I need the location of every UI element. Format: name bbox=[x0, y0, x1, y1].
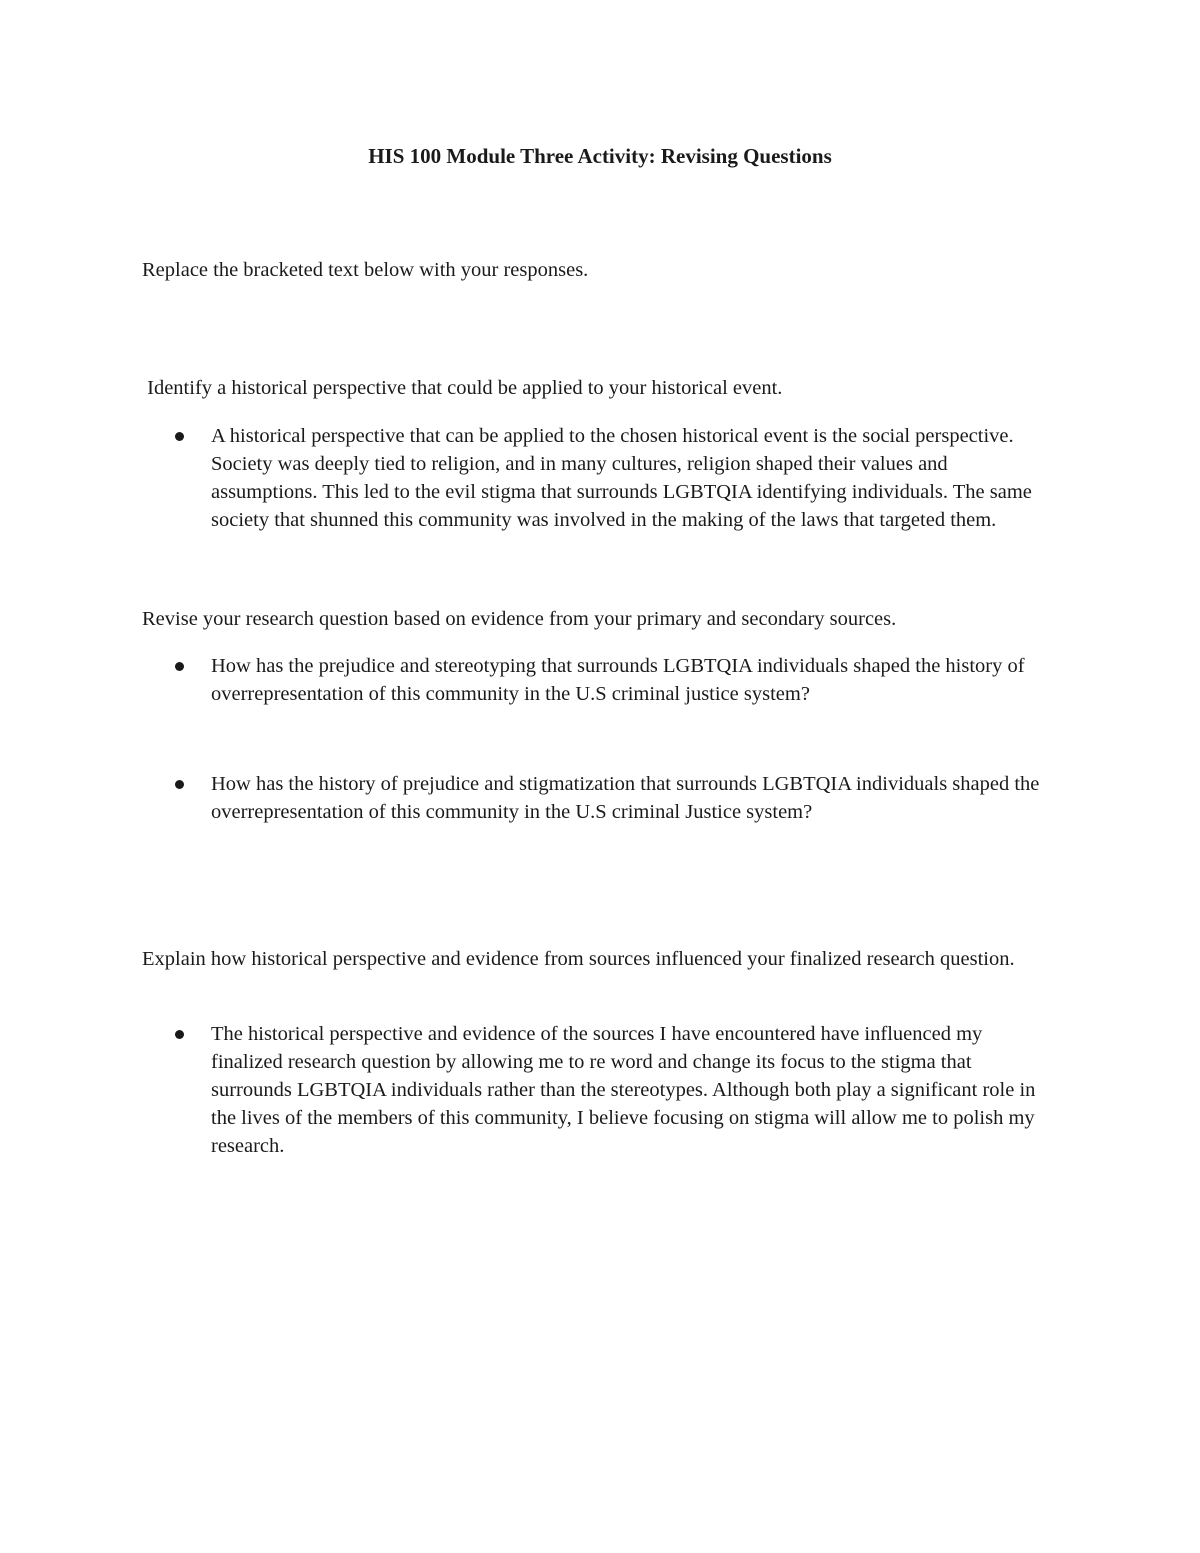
bullet-icon bbox=[175, 780, 184, 789]
bullet-icon bbox=[175, 1030, 184, 1039]
bullet-icon bbox=[175, 662, 184, 671]
section-1-prompt: Identify a historical perspective that could be applied to your historical event. bbox=[142, 377, 783, 399]
section-2-prompt: Revise your research question based on evidence from your primary and secondary sources. bbox=[142, 608, 897, 630]
section-3-bullet-1 bbox=[172, 1020, 1052, 1160]
section-2-bullet-2 bbox=[172, 770, 1052, 826]
bullet-icon bbox=[175, 432, 184, 441]
instruction-text: Replace the bracketed text below with your responses. bbox=[142, 259, 589, 281]
bullet-text: How has the prejudice and stereotyping that surrounds LGBTQIA individuals shaped the history of overrepresentation of this community in the U.S criminal justice system? bbox=[211, 655, 1025, 705]
bullet-text: The historical perspective and evidence of the sources I have encountered have influenced my finalized research question by allowing me to re word and change its focus to the stigma that surrounds LGBTQIA individuals rather than the stereotypes. Although both play a significant role in the lives of the members of this community, I believe focusing on stigma will allow me to polish my research. bbox=[211, 1023, 1036, 1157]
section-2-bullet-1 bbox=[172, 652, 1052, 708]
bullet-text: How has the history of prejudice and stigmatization that surrounds LGBTQIA individuals shaped the overrepresentation of this community in the U.S criminal Justice system? bbox=[211, 773, 1040, 823]
section-3-prompt: Explain how historical perspective and evidence from sources influenced your finalized research question. bbox=[142, 948, 1015, 970]
bullet-text: A historical perspective that can be applied to the chosen historical event is the social perspective. Society was deeply tied to religion, and in many cultures, religion shaped their values and assumptions. This led to the evil stigma that surrounds LGBTQIA identifying individuals. The same society that shunned this community was involved in the making of the laws that targeted them. bbox=[211, 425, 1032, 531]
section-1-bullet-1 bbox=[172, 422, 1052, 534]
document-title: HIS 100 Module Three Activity: Revising Questions bbox=[368, 144, 832, 168]
